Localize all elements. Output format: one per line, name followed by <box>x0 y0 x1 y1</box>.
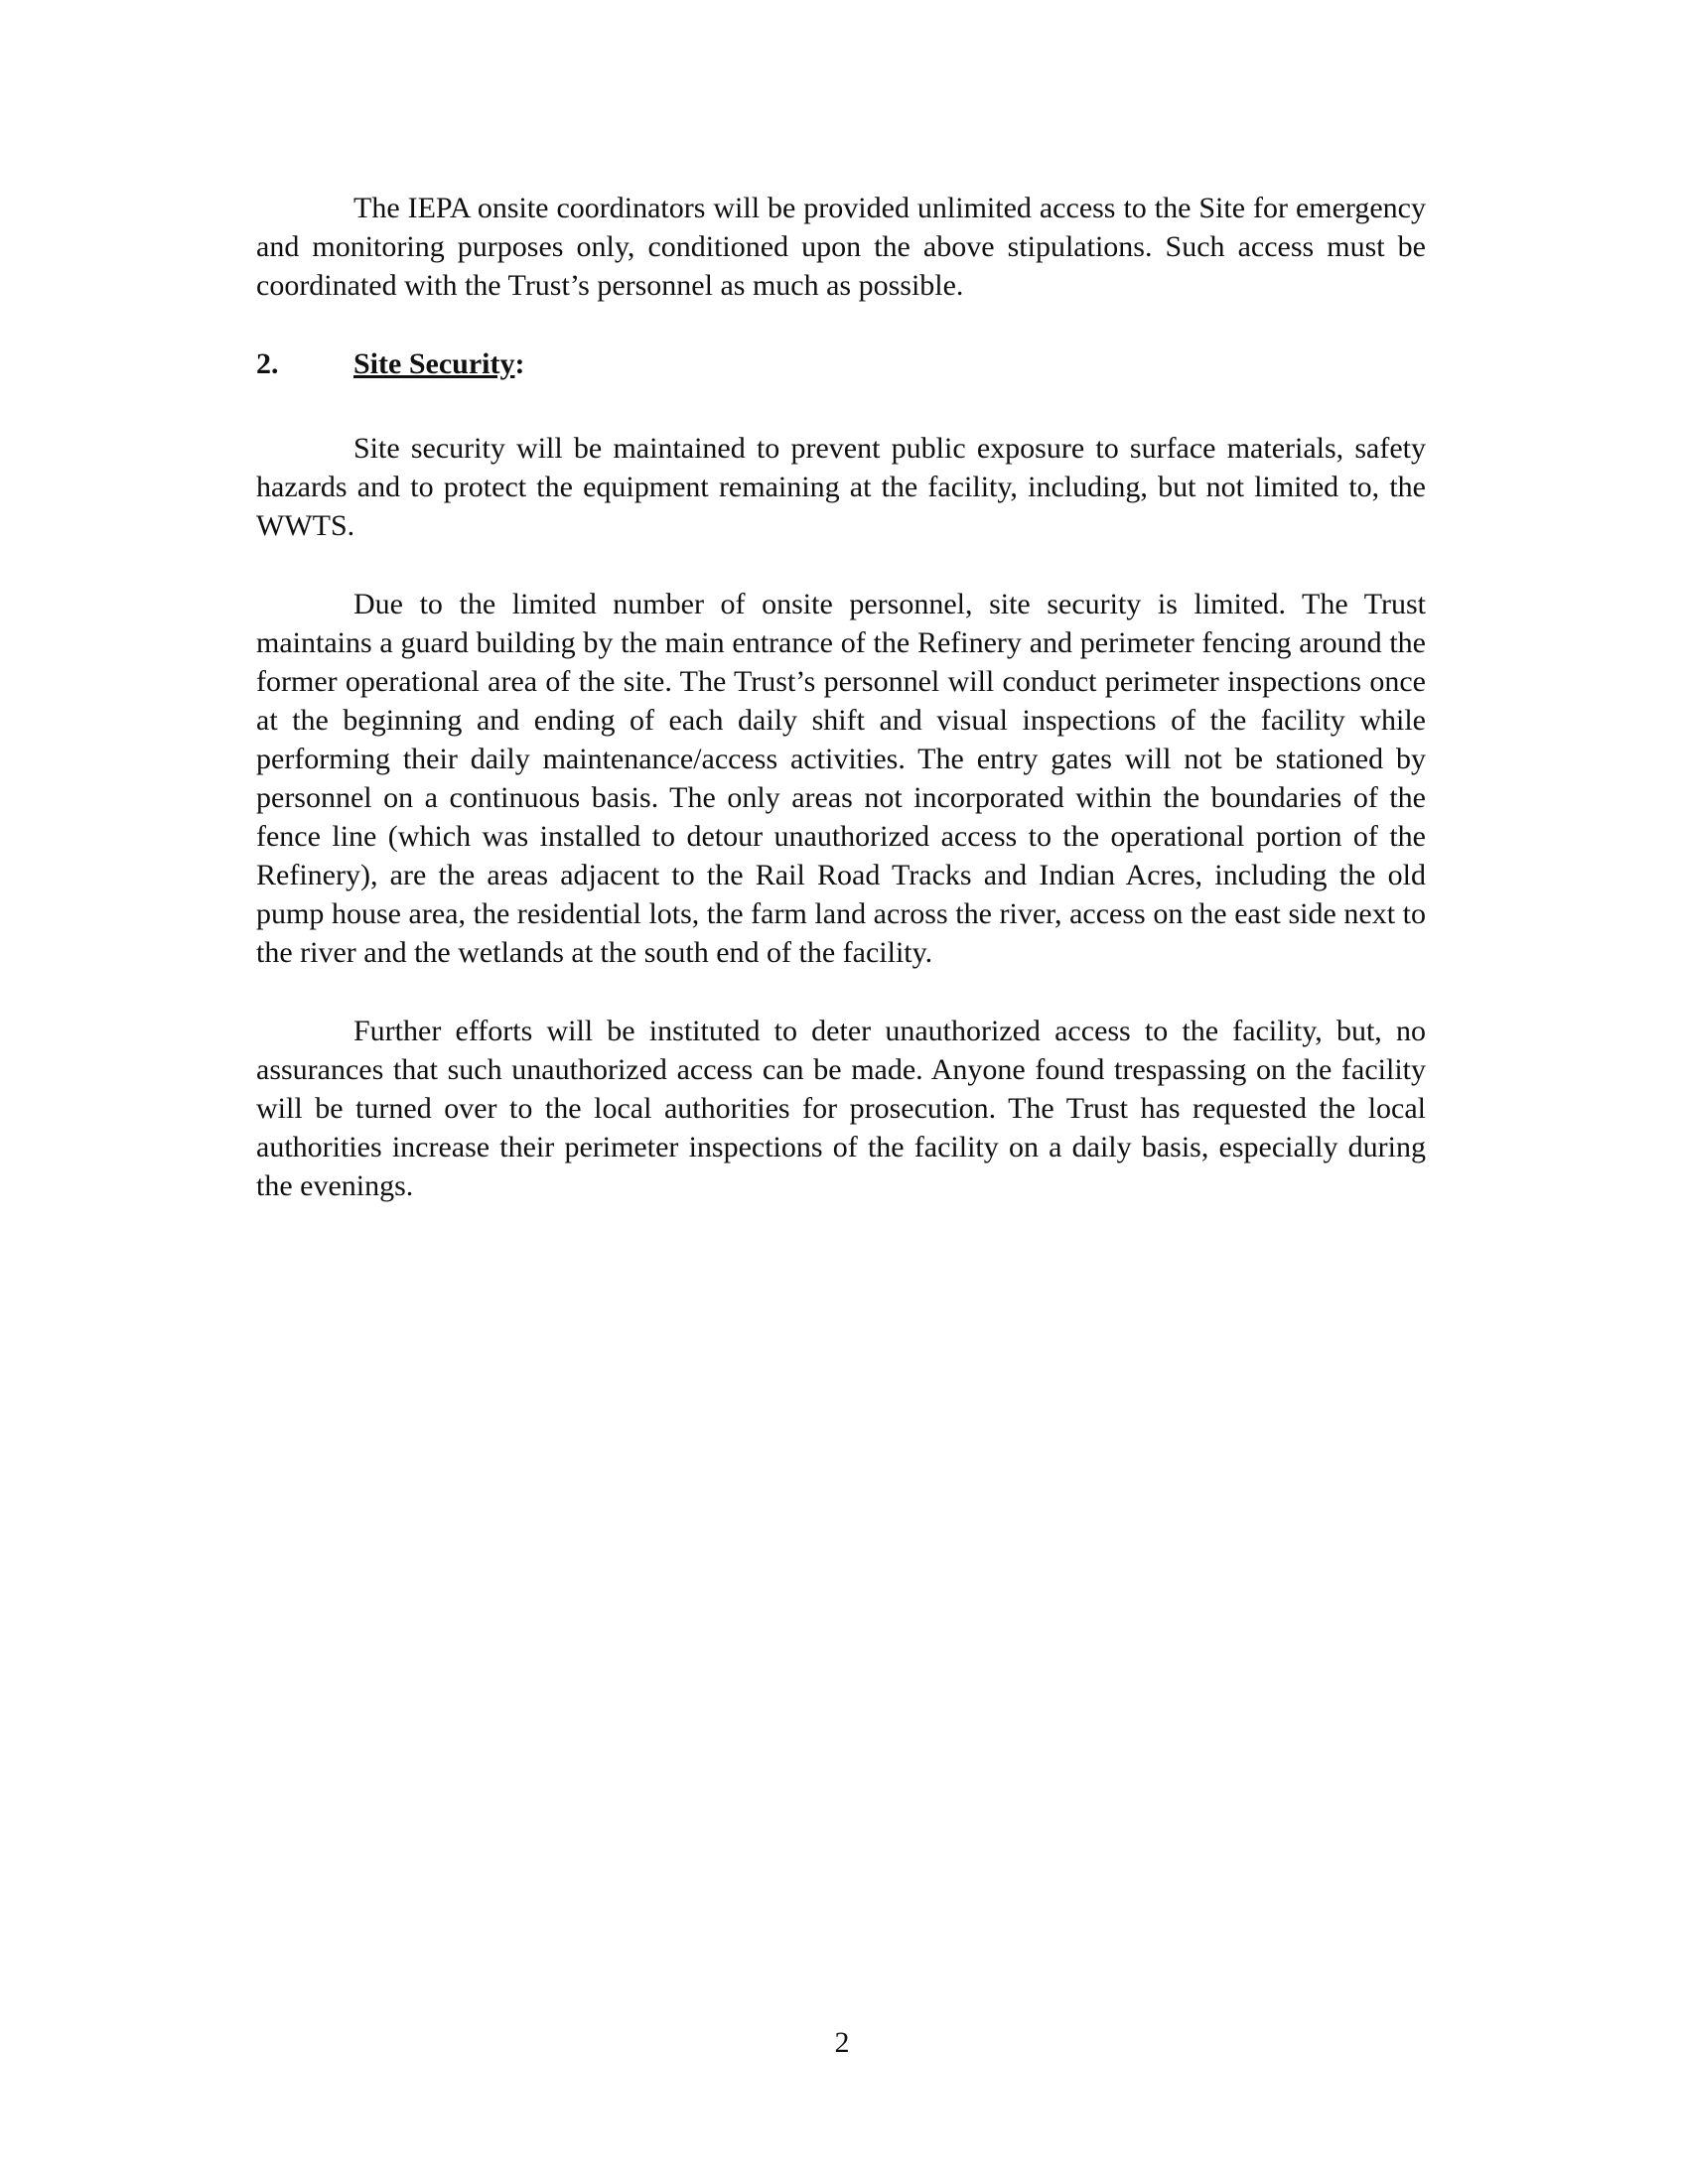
intro-paragraph: The IEPA onsite coordinators will be provided unlimited access to the Site for emergency and monitoring purposes only, conditioned upon the above stipulations. Such access must be coordinated with the Trust’s personnel as much as possible. <box>256 192 1426 302</box>
section-title-suffix: : <box>514 347 525 380</box>
section-number: 2. <box>256 347 279 380</box>
body-paragraph: Further efforts will be instituted to deter unauthorized access to the facility, but, no assurances that such unauthorized access can be made. Anyone found trespassing on the facility will be turned over to the local authorities for prosecution. The Trust has requested the local authorities increase their perimeter inspections of the facility on a daily basis, especially during the evenings. <box>256 1015 1426 1202</box>
section-title-wrap <box>353 344 524 383</box>
body-paragraph: Site security will be maintained to prevent public exposure to surface materials, safety hazards and to protect the equipment remaining at the facility, including, but not limited to, the WWTS. <box>256 432 1426 542</box>
document-body <box>256 189 1426 1205</box>
section-title: Site Security <box>353 347 515 380</box>
section-heading <box>256 344 1426 383</box>
body-paragraph: Due to the limited number of onsite personnel, site security is limited. The Trust maintains a guard building by the main entrance of the Refinery and perimeter fencing around the former operational area of the site. The Trust’s personnel will conduct perimeter inspections once at the beginning and ending of each daily shift and visual inspections of the facility while performing their daily maintenance/access activities. The entry gates will not be stationed by personnel on a continuous basis. The only areas not incorporated within the boundaries of the fence line (which was installed to detour unauthorized access to the operational portion of the Refinery), are the areas adjacent to the Rail Road Tracks and Indian Acres, including the old pump house area, the residential lots, the farm land across the river, access on the east side next to the river and the wetlands at the south end of the facility. <box>256 588 1426 969</box>
page-number: 2 <box>834 2026 850 2059</box>
